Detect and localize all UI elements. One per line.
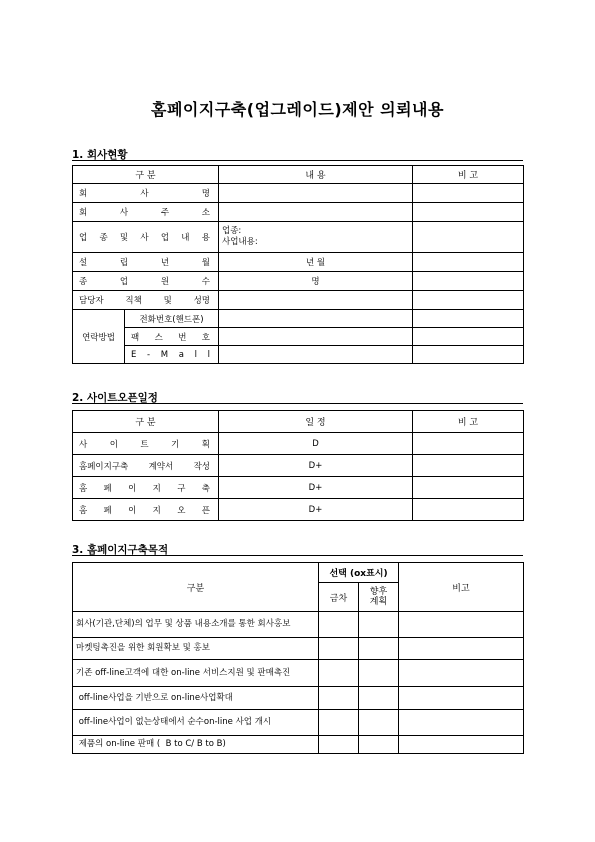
row-label-business: 업 종 및 사 업 내 용 bbox=[73, 222, 219, 253]
purpose-row-online-expansion: off-line사업을 기반으로 on-line사업확대 bbox=[73, 687, 319, 710]
row-label-manager: 담당자 직책 및 성명 bbox=[73, 291, 219, 310]
purpose-now-cell[interactable] bbox=[319, 612, 359, 638]
manager-cell[interactable] bbox=[219, 291, 413, 310]
founded-cell[interactable]: 년 월 bbox=[219, 253, 413, 272]
row-label-employees: 종 업 원 수 bbox=[73, 272, 219, 291]
company-name-cell[interactable] bbox=[219, 184, 413, 203]
row-label-founded: 설 립 년 월 bbox=[73, 253, 219, 272]
row-label-email: E - M a l l bbox=[125, 346, 219, 364]
row-label-company-name: 회 사 명 bbox=[73, 184, 219, 203]
schedule-value-open[interactable]: D+ bbox=[219, 499, 413, 521]
purpose-now-cell[interactable] bbox=[319, 736, 359, 754]
purpose-row-company-promotion: 회사(기관,단체)의 업무 및 상품 내용소개를 통한 회사홍보 bbox=[73, 612, 319, 638]
phone-note-cell[interactable] bbox=[413, 310, 524, 328]
founded-note-cell[interactable] bbox=[413, 253, 524, 272]
section3-heading: 3. 홈페이지구축목적 bbox=[72, 544, 169, 556]
purpose-note-cell[interactable] bbox=[399, 710, 524, 736]
purpose-future-cell[interactable] bbox=[359, 638, 399, 660]
col-header-content: 내 용 bbox=[219, 166, 413, 184]
purpose-row-membership: 마켓팅촉진을 위한 회원확보 및 홍보 bbox=[73, 638, 319, 660]
schedule-value-planning[interactable]: D bbox=[219, 433, 413, 455]
purpose-future-cell[interactable] bbox=[359, 710, 399, 736]
address-cell[interactable] bbox=[219, 203, 413, 222]
site-schedule-table bbox=[72, 410, 524, 521]
company-name-note-cell[interactable] bbox=[413, 184, 524, 203]
employees-note-cell[interactable] bbox=[413, 272, 524, 291]
purpose-future-cell[interactable] bbox=[359, 736, 399, 754]
purpose-note-cell[interactable] bbox=[399, 660, 524, 687]
purpose-row-online-sales: 제품의 on-line 판매 ( B to C/ B to B) bbox=[73, 736, 319, 754]
schedule-note-open[interactable] bbox=[413, 499, 524, 521]
row-label-address: 회 사 주 소 bbox=[73, 203, 219, 222]
schedule-label-contract: 홈페이지구축 계약서 작성 bbox=[73, 455, 219, 477]
purpose-future-cell[interactable] bbox=[359, 660, 399, 687]
purpose-col-category: 구분 bbox=[73, 563, 319, 612]
purpose-col-now: 금차 bbox=[319, 583, 359, 612]
section2-rule bbox=[72, 403, 523, 404]
purpose-row-online-service: 기존 off-line고객에 대한 on-line 서비스지원 및 판매촉진 bbox=[73, 660, 319, 687]
col-header-note: 비 고 bbox=[413, 166, 524, 184]
row-label-fax: 팩 스 번 호 bbox=[125, 328, 219, 346]
company-status-table bbox=[72, 165, 524, 364]
schedule-value-build[interactable]: D+ bbox=[219, 477, 413, 499]
purpose-future-cell[interactable] bbox=[359, 612, 399, 638]
purpose-note-cell[interactable] bbox=[399, 736, 524, 754]
schedule-col-date: 일 정 bbox=[219, 411, 413, 433]
manager-note-cell[interactable] bbox=[413, 291, 524, 310]
purpose-col-note: 비고 bbox=[399, 563, 524, 612]
purpose-now-cell[interactable] bbox=[319, 687, 359, 710]
fax-note-cell[interactable] bbox=[413, 328, 524, 346]
phone-cell[interactable] bbox=[219, 310, 413, 328]
purpose-col-future: 향후 계획 bbox=[359, 583, 399, 612]
schedule-label-open: 홈 페 이 지 오 픈 bbox=[73, 499, 219, 521]
purpose-col-select: 선택 (ox표시) bbox=[319, 563, 399, 583]
employees-cell[interactable]: 명 bbox=[219, 272, 413, 291]
schedule-label-build: 홈 페 이 지 구 축 bbox=[73, 477, 219, 499]
purpose-now-cell[interactable] bbox=[319, 638, 359, 660]
purpose-now-cell[interactable] bbox=[319, 710, 359, 736]
schedule-col-note: 비 고 bbox=[413, 411, 524, 433]
email-note-cell[interactable] bbox=[413, 346, 524, 364]
purpose-note-cell[interactable] bbox=[399, 638, 524, 660]
fax-cell[interactable] bbox=[219, 328, 413, 346]
site-purpose-table bbox=[72, 562, 524, 754]
address-note-cell[interactable] bbox=[413, 203, 524, 222]
purpose-note-cell[interactable] bbox=[399, 612, 524, 638]
section1-heading: 1. 회사현황 bbox=[72, 149, 128, 161]
purpose-future-cell[interactable] bbox=[359, 687, 399, 710]
schedule-note-planning[interactable] bbox=[413, 433, 524, 455]
email-cell[interactable] bbox=[219, 346, 413, 364]
business-type-label: 업종: bbox=[222, 226, 242, 236]
business-content-label: 사업내용: bbox=[222, 237, 258, 247]
row-label-contact: 연락방법 bbox=[73, 310, 125, 364]
schedule-note-build[interactable] bbox=[413, 477, 524, 499]
section2-heading: 2. 사이트오픈일정 bbox=[72, 392, 158, 404]
schedule-col-category: 구 분 bbox=[73, 411, 219, 433]
section1-rule bbox=[72, 160, 523, 161]
business-note-cell[interactable] bbox=[413, 222, 524, 253]
business-cell[interactable] bbox=[219, 222, 413, 253]
schedule-value-contract[interactable]: D+ bbox=[219, 455, 413, 477]
schedule-note-contract[interactable] bbox=[413, 455, 524, 477]
row-label-phone: 전화번호(핸드폰) bbox=[125, 310, 219, 328]
purpose-row-pure-online: off-line사업이 없는상태에서 순수on-line 사업 개시 bbox=[73, 710, 319, 736]
section3-rule bbox=[72, 555, 523, 556]
document-title: 홈페이지구축(업그레이드)제안 의뢰내용 bbox=[151, 100, 444, 119]
col-header-category: 구 분 bbox=[73, 166, 219, 184]
purpose-note-cell[interactable] bbox=[399, 687, 524, 710]
schedule-label-planning: 사 이 트 기 획 bbox=[73, 433, 219, 455]
purpose-now-cell[interactable] bbox=[319, 660, 359, 687]
